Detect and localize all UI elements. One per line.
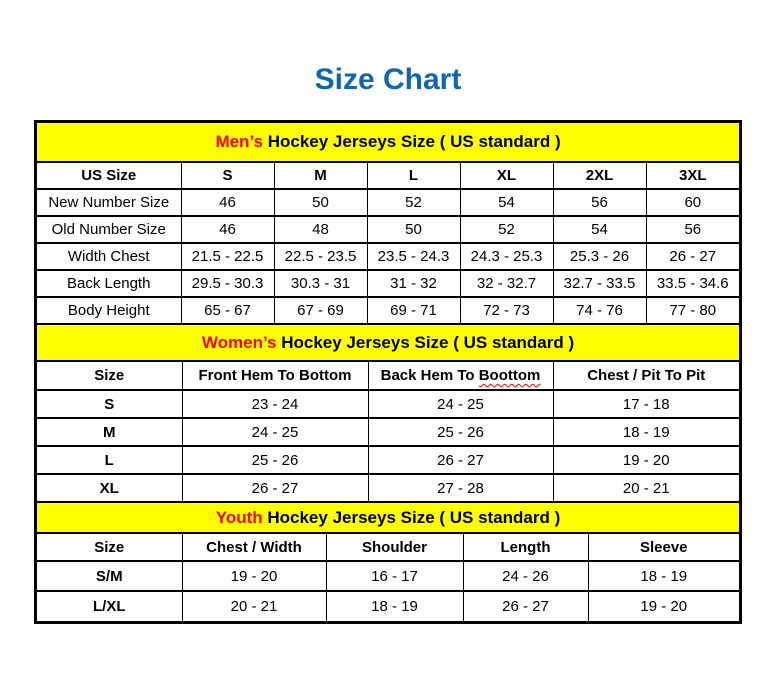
- size-value: 30.3 - 31: [274, 270, 367, 297]
- size-value: 29.5 - 30.3: [181, 270, 274, 297]
- youth-header-row: [37, 533, 739, 561]
- table-row: [37, 390, 739, 418]
- size-value: 56: [646, 216, 739, 243]
- size-value: 67 - 69: [274, 297, 367, 324]
- size-value: 69 - 71: [367, 297, 460, 324]
- womens-banner-text: Hockey Jerseys Size ( US standard ): [276, 332, 575, 352]
- womens-banner-cell: [37, 325, 739, 361]
- row-label: L: [37, 446, 182, 474]
- page-title: Size Chart: [314, 63, 462, 96]
- table-row: [37, 189, 739, 216]
- youth-section-banner: [37, 503, 739, 533]
- size-value: 72 - 73: [460, 297, 553, 324]
- youth-banner-text: Hockey Jerseys Size ( US standard ): [262, 507, 561, 527]
- row-label: XL: [37, 474, 182, 502]
- column-header: Size: [37, 533, 182, 561]
- mens-banner-text: Hockey Jerseys Size ( US standard ): [262, 132, 561, 151]
- size-value: 20 - 21: [182, 591, 326, 621]
- table-row: [37, 591, 739, 621]
- size-value: 20 - 21: [553, 474, 739, 502]
- column-header-text: Back Hem To: [380, 367, 479, 384]
- size-value: 46: [181, 189, 274, 216]
- size-value: 24 - 25: [182, 418, 368, 446]
- column-header: Chest / Width: [182, 533, 326, 561]
- size-value: 16 - 17: [326, 561, 463, 591]
- column-header: L: [367, 162, 460, 189]
- size-value: 19 - 20: [553, 446, 739, 474]
- womens-header-row: [37, 361, 739, 390]
- size-value: 50: [367, 216, 460, 243]
- size-value: 46: [181, 216, 274, 243]
- size-chart-tables: [34, 120, 742, 624]
- youth-banner-cell: [37, 503, 739, 533]
- table-row: [37, 418, 739, 446]
- womens-size-table: [37, 325, 739, 503]
- size-value: 50: [274, 189, 367, 216]
- size-value: 60: [646, 189, 739, 216]
- size-value: 21.5 - 22.5: [181, 243, 274, 270]
- size-value: 26 - 27: [463, 591, 588, 621]
- row-label: Width Chest: [37, 243, 181, 270]
- size-value: 26 - 27: [182, 474, 368, 502]
- youth-banner-highlight: Youth: [215, 507, 263, 527]
- size-value: 65 - 67: [181, 297, 274, 324]
- size-value: 54: [460, 189, 553, 216]
- row-label: Body Height: [37, 297, 181, 324]
- row-label: Back Length: [37, 270, 181, 297]
- size-value: 32 - 32.7: [460, 270, 553, 297]
- table-row: [37, 270, 739, 297]
- size-value: 31 - 32: [367, 270, 460, 297]
- size-value: 24 - 25: [368, 390, 553, 418]
- size-value: 33.5 - 34.6: [646, 270, 739, 297]
- table-row: [37, 474, 739, 502]
- size-value: 77 - 80: [646, 297, 739, 324]
- row-label: M: [37, 418, 182, 446]
- table-row: [37, 446, 739, 474]
- mens-banner-cell: [37, 123, 739, 162]
- size-value: 18 - 19: [553, 418, 739, 446]
- mens-size-table: [37, 123, 739, 325]
- size-value: 18 - 19: [326, 591, 463, 621]
- size-value: 24 - 26: [463, 561, 588, 591]
- size-value: 24.3 - 25.3: [460, 243, 553, 270]
- size-value: 56: [553, 189, 646, 216]
- womens-banner-highlight: Women’s: [201, 332, 277, 352]
- column-header: Front Hem To Bottom: [182, 361, 368, 390]
- size-value: 19 - 20: [588, 591, 739, 621]
- size-value: 52: [460, 216, 553, 243]
- size-value: 52: [367, 189, 460, 216]
- column-header: [368, 361, 553, 390]
- size-value: 25 - 26: [182, 446, 368, 474]
- size-value: 23 - 24: [182, 390, 368, 418]
- size-value: 19 - 20: [182, 561, 326, 591]
- table-row: [37, 243, 739, 270]
- column-header: Chest / Pit To Pit: [553, 361, 739, 390]
- table-row: [37, 297, 739, 324]
- misspelled-word: Boottom: [478, 367, 541, 384]
- size-value: 22.5 - 23.5: [274, 243, 367, 270]
- youth-size-table: [37, 503, 739, 621]
- column-header: 2XL: [553, 162, 646, 189]
- size-value: 25.3 - 26: [553, 243, 646, 270]
- column-header: US Size: [37, 162, 181, 189]
- size-value: 27 - 28: [368, 474, 553, 502]
- row-label: S/M: [37, 561, 182, 591]
- column-header: XL: [460, 162, 553, 189]
- womens-section-banner: [37, 325, 739, 361]
- size-value: 26 - 27: [646, 243, 739, 270]
- size-value: 18 - 19: [588, 561, 739, 591]
- column-header: M: [274, 162, 367, 189]
- row-label: S: [37, 390, 182, 418]
- column-header: Length: [463, 533, 588, 561]
- size-value: 48: [274, 216, 367, 243]
- mens-section-banner: [37, 123, 739, 162]
- column-header: Shoulder: [326, 533, 463, 561]
- size-value: 54: [553, 216, 646, 243]
- column-header: Size: [37, 361, 182, 390]
- size-value: 74 - 76: [553, 297, 646, 324]
- row-label: L/XL: [37, 591, 182, 621]
- column-header: Sleeve: [588, 533, 739, 561]
- row-label: Old Number Size: [37, 216, 181, 243]
- column-header: S: [181, 162, 274, 189]
- table-row: [37, 216, 739, 243]
- table-row: [37, 561, 739, 591]
- mens-header-row: [37, 162, 739, 189]
- row-label: New Number Size: [37, 189, 181, 216]
- size-value: 26 - 27: [368, 446, 553, 474]
- size-value: 32.7 - 33.5: [553, 270, 646, 297]
- mens-banner-highlight: Men’s: [215, 132, 263, 151]
- size-value: 25 - 26: [368, 418, 553, 446]
- size-value: 17 - 18: [553, 390, 739, 418]
- column-header: 3XL: [646, 162, 739, 189]
- size-value: 23.5 - 24.3: [367, 243, 460, 270]
